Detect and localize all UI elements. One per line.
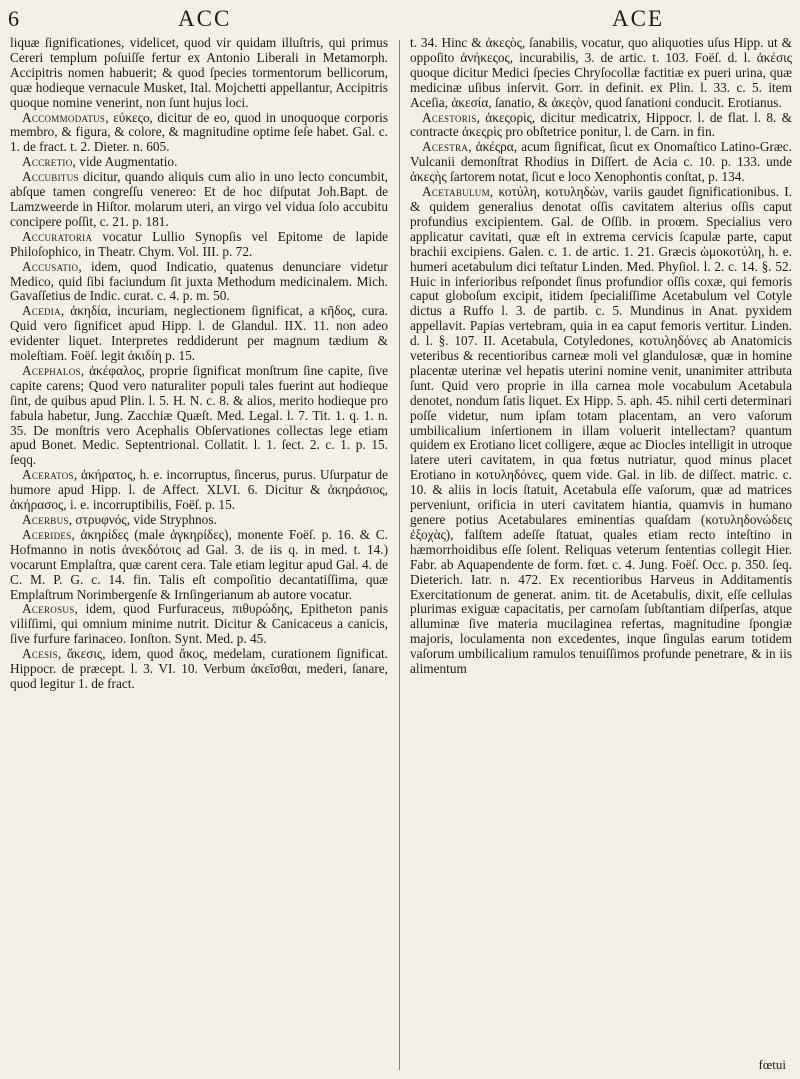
dictionary-entry — [410, 185, 792, 677]
dictionary-entry — [10, 36, 388, 111]
entry-headword: Acestra — [422, 139, 469, 155]
column-divider — [399, 40, 400, 1070]
dictionary-entry — [10, 230, 388, 260]
entry-headword: Accusatio — [22, 258, 79, 274]
entry-text: , κοτύλη, κοτυληδὼν, variis gaudet ſignificationibus. I. & quidem generalius denotat oſſis cavitatem alterius oſſis caput profundius excipientem. Gal. de Oſſib. in proœm. Specialius vero applicatur cavitati, quæ eſt in extrema cervicis ſcapulæ parte, caput brachii excipiens. Galen. c. 1. de artic. 1. 21. Græcis ὡμοκοτύλη, h. e. humeri acetabulum dici teſtatur Linden. Med. Phyſiol. l. 2. c. 14. §. 52. Huic in inferioribus reſpondet ſinus profundior oſſis coxæ, qui femoris caput globoſum excipit, itidem ſpecialiſſime Acetabulum vel Cotyle dictus a Ruffo l. 3. de partib. c. 5. Mundinus in Anat. pyxidem appellavit. Papias vertebram, quia in ea caput femoris vertitur. Linden. d. l. §. 107. II. Acetabula, Cotyledones, κοτυληδόνες ab Anatomicis veteribus & recentioribus carneæ moli vel glandulosæ, quæ in homine placentæ uterinæ vel hepatis uterini nomine venit, unanimiter attributa ſunt. Quid vero proprie in illa carnea mole vocabulum Acetabula denotet, nondum ſatis liquet. Ex Hipp. 5. aph. 45. nihil certi determinari poſſe videtur, num ipſam totam placentam, an vero vaſorum umbilicalium inſertionem in illam voluerit intellectam? quantum quidem ex Erotiano licet colligere, æque ac Diocles intelligit in utroque latere uteri cavitatem, in qua fœtus nutriatur, quod minus placet Erotiano in κοτυληδόνες, quem vide. Gal. in lib. de diſſect. matric. c. 10. & aliis in locis ſtatuit, Acetabula eſſe vaſorum, quæ ad matrices perveniunt, orificia in uteri cavitatem hiantia, quamvis in humano genere potius Acetabulares eminentias quaſdam (κοτυληδονώδεις ἐξοχὰς), falſtem adeſſe ſtatuat, quales etiam recto inteſtino in hæmorrhoidibus eſſe ſolent. Reliquas veterum ſententias collegit Hier. Fabr. ab Aquapendente de form. fœt. c. 4. Jung. Foëſ. Occ. p. 350. ſeq. Dieterich. Iatr. n. 472. Ex recentioribus Harveus in Additamentis Exercitationum de generat. anim. tit. de Acetabulis, dixit, eſſe cellulas plurimas exiguæ capacitatis, per carnoſam ſubſtantiam diſperſas, atque alluminæ ſive materia mucilaginea refertas, magnitudine ſpongiæ majoris, loculamenta non excedentes, inque ſingulas earum totidem vaſorum umbilicalium ramulos tenuiſſimos profunde penetrare, & in iis alimentum — [410, 184, 792, 677]
dictionary-entry — [10, 364, 388, 468]
entry-headword: Acesis — [22, 646, 58, 662]
entry-text: , idem, quod Indicatio, quatenus denunciare videtur Medico, quid ſibi faciundum ſit juxta Methodum medicinalem. Mich. Gavaſſetius de Indic. curat. c. 4. p. m. 50. — [10, 258, 388, 304]
entry-text: , ἀκήρατος, h. e. incorruptus, ſincerus, purus. Uſurpatur de humore apud Hipp. l. de Affect. XLVI. 6. Dicitur & ἀκηράσιος, ἀκήρασος, i. e. incorruptibilis, Foëſ. p. 15. — [10, 467, 388, 513]
running-head-left: ACC — [178, 6, 232, 31]
entry-text: , ἀκέφαλος, proprie ſignificat monſtrum ſine capite, ſive capite carens; Quod vero naturaliter populi tales fuerint aut hodieque ſint, de quibus apud Plin. l. 5. H. N. c. 8. & alios, merito hodieque pro fabula habetur, Jung. Zacchiæ Quæſt. Med. Legal. l. 7. Tit. 1. q. 1. n. 35. De monſtris vero Acephalis Obſervationes collectas lege etiam apud Bonet. Medic. Septentrional. Collatit. l. 1. ſect. 2. c. 1. p. 15. ſeqq. — [10, 362, 388, 468]
entry-headword: Acestoris — [422, 109, 477, 125]
dictionary-entry — [410, 140, 792, 185]
entry-text: , ἄκεσις, idem, quod ἄκος, medelam, curationem ſignificat. Hippocr. de præcept. l. 3. VI. 10. Verbum ἀκεῖσθαι, mederi, ſanare, quod legitur 1. de fract. — [10, 646, 388, 691]
dictionary-entry — [10, 260, 388, 305]
entry-text: , εὐκεςⲟ, dicitur de eo, quod in unoquoque corporis membro, & figura, & colore, & magnitudine optime ſeſe habet. Gal. c. 1. de fract. t. 2. Dieter. n. 605. — [10, 109, 388, 155]
dictionary-entry — [10, 155, 388, 170]
left-column — [10, 36, 388, 1072]
dictionary-entry — [410, 111, 792, 141]
dictionary-entry — [10, 528, 388, 603]
entry-text: , ἀκηδία, incuriam, neglectionem ſignificat, a κῆδος, cura. Quid vero ſignificet apud Hipp. l. de Glandul. IIX. 11. non adeo evidenter liquet. Interpretes reddiderunt per magnum tædium & moleſtiam. Foëſ. legit ἀκιδίη p. 15. — [10, 303, 388, 364]
dictionary-entry — [10, 111, 388, 156]
entry-text: , ἀκέςρα, acum ſignificat, ſicut ex Onomaſtico Latino-Græc. Vulcanii demonſtrat Rhodius in Diſſert. de Acia c. 10. p. 133. unde ἀκεςὴς ſartorem notat, ſicut e loco Xenophontis conſtat, p. 134. — [410, 139, 792, 185]
right-column — [410, 36, 792, 1072]
dictionary-entry — [10, 304, 388, 364]
dictionary-entry — [10, 513, 388, 528]
dictionary-entry — [10, 647, 388, 692]
dictionary-entry — [10, 468, 388, 513]
running-head-right: ACE — [612, 6, 664, 31]
entry-text: liquæ ſignificationes, videlicet, quod vir quidam illuſtris, qui primus Cereri templum poſuiſſe fertur ex Antonio Liberali in Metamorph. Accipitris nomen habuerit; & quod ſpecies tormentorum bellicorum, quæ hodieque vernacule Musket, Ital. Mojchetti appellantur, Accipitris quoque nomine venerint, non ſunt hujus loci. — [10, 36, 388, 110]
dictionary-entry — [10, 170, 388, 230]
entry-text: t. 34. Hinc & ἀκεςὸς, ſanabilis, vocatur, quo aliquoties uſus Hipp. ut & oppoſito ἀνήκεςος, incurabilis, 3. de artic. t. 103. Foëſ. d. l. ἀκέσις quoque dicitur Medici ſpecies Chryſocollæ factitiæ ex pueri urina, quæ medicinæ uſibus inſervit. Gorr. in definit. ex Plin. l. 33. c. 5. item Aceſia, ἀκεσία, ſanatio, & ἀκεςὸν, quod ſanationi conducit. Erotianus. — [410, 36, 792, 110]
catchword: fœtui — [758, 1057, 786, 1072]
entry-text: , vide Augmentatio. — [72, 154, 178, 170]
entry-headword: Acedia — [22, 303, 61, 319]
entry-text: vocatur Lullio Synopſis vel Epitome de lapide Philoſophico, in Theatr. Chym. Vol. III. p. 72. — [10, 228, 388, 259]
entry-headword: Accubitus — [22, 169, 79, 185]
entry-headword: Aceratos — [22, 467, 74, 483]
page-number: 6 — [8, 6, 19, 31]
entry-text: , idem, quod Furfuraceus, πιθυρώδης, Epitheton panis viliſſimi, qui omnium minime nutrit. Dicitur & Canicaceus a canicis, ſive furfure farinaceo. Ionſton. Synt. Med. p. 45. — [10, 601, 388, 647]
entry-headword: Acerbus — [22, 512, 69, 527]
entry-headword: Acerides — [22, 526, 72, 542]
dictionary-entry — [10, 602, 388, 647]
entry-headword: Accommodatus — [22, 109, 106, 125]
entry-text: , ἀκεςορὶς, dicitur medicatrix, Hippocr. l. de flat. l. 8. & contracte ἀκεςρὶς pro obſtetrice ponitur, l. de Carn. in fin. — [410, 109, 792, 140]
entry-headword: Acephalos — [22, 362, 81, 378]
entry-headword: Accuratoria — [22, 228, 93, 244]
entry-text: , στρυφνός, vide Stryphnos. — [68, 512, 217, 527]
entry-headword: Acetabulum — [422, 184, 490, 200]
running-header — [0, 6, 800, 34]
entry-headword: Acerosus — [22, 601, 75, 617]
entry-text: dicitur, quando aliquis cum alio in uno lecto concumbit, abſque tamen congreſſu venereo: Et de hoc diſputat Joh.Bapt. de Lamzweerde in Hiſtor. molarum uteri, an virgo vel vidua ſolo accubitu concipere poſſit, c. 21. p. 181. — [10, 169, 388, 229]
dictionary-entry — [410, 36, 792, 111]
entry-headword: Accretio — [22, 154, 73, 170]
entry-text: , ἀκηρίδες (male ἀγκηρίδες), monente Foëſ. p. 16. & C. Hofmanno in notis ἀνεκδότοις ad Gal. 3. de iis q. in med. t. 14.) vocarunt Emplaſtra, quæ carent cera. Tale etiam legitur apud Gal. 4. de C. M. P. G. c. 14. fin. Talis eſt compoſitio decantatiſſima, quæ Emplaſtrum Norimbergenſe & Irnſingerianum ab autore vocatur. — [10, 526, 388, 602]
